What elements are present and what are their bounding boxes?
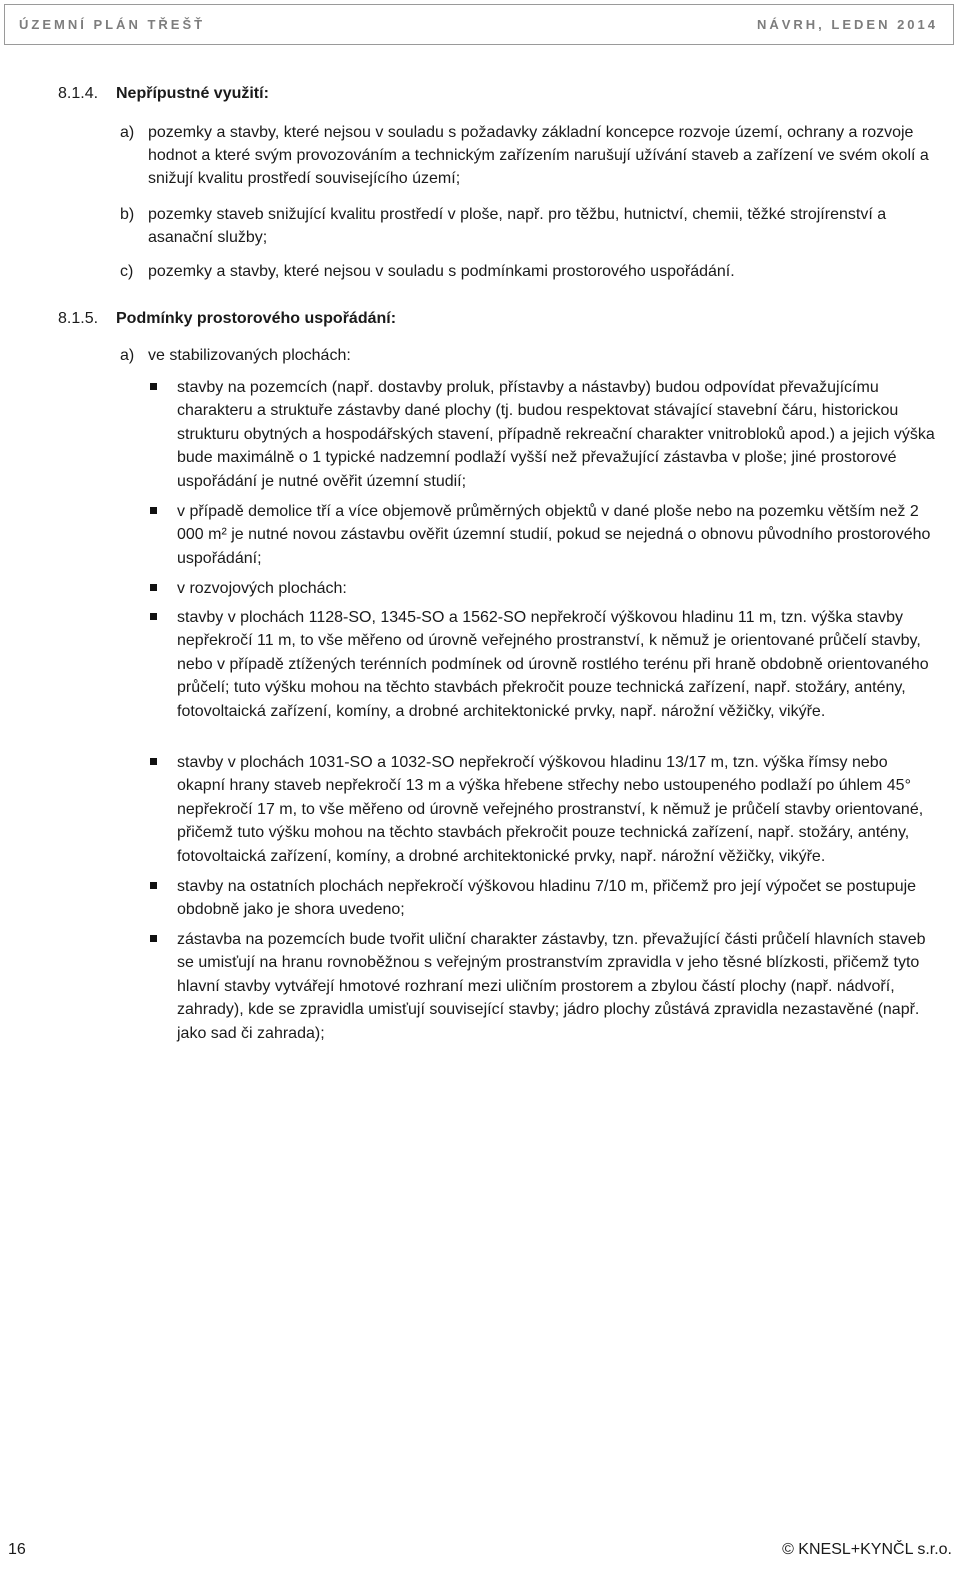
bullet-item — [150, 751, 940, 868]
item-text: pozemky a stavby, které nejsou v souladu s požadavky základní koncepce rozvoje území, ochrany a rozvoje hodnot a které svým provozováním a technickým zařízením narušují užívání staveb a zařízení ve svém okolí a snižují kvalitu prostředí souvisejícího území; — [148, 124, 929, 187]
bullet-item — [150, 577, 940, 600]
square-bullet-icon — [150, 928, 177, 1045]
section-title: Nepřípustné využití: — [116, 85, 269, 102]
bullet-item — [150, 500, 940, 570]
section-heading-8-1-4 — [58, 84, 269, 104]
page-number: 16 — [8, 1541, 26, 1558]
section-number: 8.1.5. — [58, 310, 99, 327]
copyright-text: © KNESL+KYNČL s.r.o. — [782, 1541, 952, 1558]
bullet-text: stavby v plochách 1128-SO, 1345-SO a 1562-SO nepřekročí výškovou hladinu 11 m, tzn. výška stavby nepřekročí 11 m, to vše měřeno od úrovně veřejného prostranství, k němuž je orientované průčelí stavby, nebo v případě ztížených terénních podmínek od úrovně rostlého terénu při hraně obdobně orientovaného průčelí; tuto výšku mohou na těchto stavbách překročit pouze technická zařízení, např. stožáry, antény, fotovoltaická zařízení, komíny, a drobné architektonické prvky, např. nárožní věžičky, vikýře. — [177, 609, 929, 720]
item-text: pozemky staveb snižující kvalitu prostředí v ploše, např. pro těžbu, hutnictví, chemii, těžké strojírenství a asanační služby; — [148, 206, 887, 246]
square-bullet-icon — [150, 875, 177, 922]
bullet-item — [150, 928, 940, 1045]
bullet-text: stavby na pozemcích (např. dostavby proluk, přístavby a nástavby) budou odpovídat převažujícímu charakteru a struktuře zástavby dané plochy (tj. budou respektovat stávající stavební čáru, historickou strukturu obytných a hospodářských stavení, případně rekreační charakter vnitrobloků apod.) a jejich výška bude maximálně o 1 typické nadzemní podlaží vyšší než převažující zástavba v ploše; jiné prostorové uspořádání je nutné ověřit územní studií; — [177, 379, 935, 490]
bullet-item — [150, 875, 940, 922]
header-version: NÁVRH, LEDEN 2014 — [756, 17, 938, 32]
bullet-item — [150, 376, 940, 493]
item-label: a) — [120, 347, 135, 364]
square-bullet-icon — [150, 376, 177, 493]
item-label: a) — [120, 124, 135, 141]
bullet-text: zástavba na pozemcích bude tvořit uliční charakter zástavby, tzn. převažující části průčelí hlavních staveb se umisťují na hranu rovnoběžnou s veřejným prostranstvím zpravidla v jeho těsné blízkosti, přičemž tyto hlavní stavby vytvářejí hmotové rozhraní mezi uličním prostorem a zbylou částí plochy (např. nádvoří, zahrady), kde se zpravidla umisťují související stavby; jádro plochy zůstává zpravidla nezastavěné (např. jako sad či zahrada); — [177, 931, 926, 1042]
item-text: ve stabilizovaných plochách: — [148, 347, 351, 364]
list-item — [120, 260, 950, 283]
bullet-item — [150, 606, 940, 723]
bullet-text: stavby v plochách 1031-SO a 1032-SO nepřekročí výškovou hladinu 13/17 m, tzn. výška římsy nebo okapní hrany staveb nepřekročí 13 m a výška hřebene střechy nebo ustoupeného podlaží po úhlem 45° nepřekročí 17 m, to vše měřeno od úrovně veřejného prostranství, k němuž je průčelí stavby orientované, přičemž tuto výšku mohou na těchto stavbách překročit pouze technická zařízení, např. stožáry, antény, fotovoltaická zařízení, komíny, a drobné architektonické prvky, např. nárožní věžičky, vikýře. — [177, 754, 924, 865]
square-bullet-icon — [150, 577, 177, 600]
page-header — [4, 4, 954, 45]
list-item — [120, 344, 950, 367]
square-bullet-icon — [150, 500, 177, 570]
item-text: pozemky a stavby, které nejsou v souladu s podmínkami prostorového uspořádání. — [148, 263, 735, 280]
item-label: b) — [120, 206, 135, 223]
list-item — [120, 121, 950, 190]
bullet-text: v případě demolice tří a více objemově průměrných objektů v dané ploše nebo na pozemku větším než 2 000 m² je nutné novou zástavbu ověřit územní studií, pokud se nejedná o obnovu původního prostorového uspořádání; — [177, 503, 931, 567]
bullet-text: v rozvojových plochách: — [177, 580, 347, 597]
square-bullet-icon — [150, 751, 177, 868]
list-item — [120, 203, 950, 249]
item-label: c) — [120, 263, 134, 280]
section-heading-8-1-5 — [58, 309, 396, 329]
section-title: Podmínky prostorového uspořádání: — [116, 310, 397, 327]
bullet-text: stavby na ostatních plochách nepřekročí výškovou hladinu 7/10 m, přičemž pro její výpočet se postupuje obdobně jako je shora uvedeno; — [177, 878, 917, 919]
square-bullet-icon — [150, 606, 177, 723]
section-number: 8.1.4. — [58, 85, 99, 102]
header-title: ÚZEMNÍ PLÁN TŘEŠŤ — [19, 17, 206, 32]
